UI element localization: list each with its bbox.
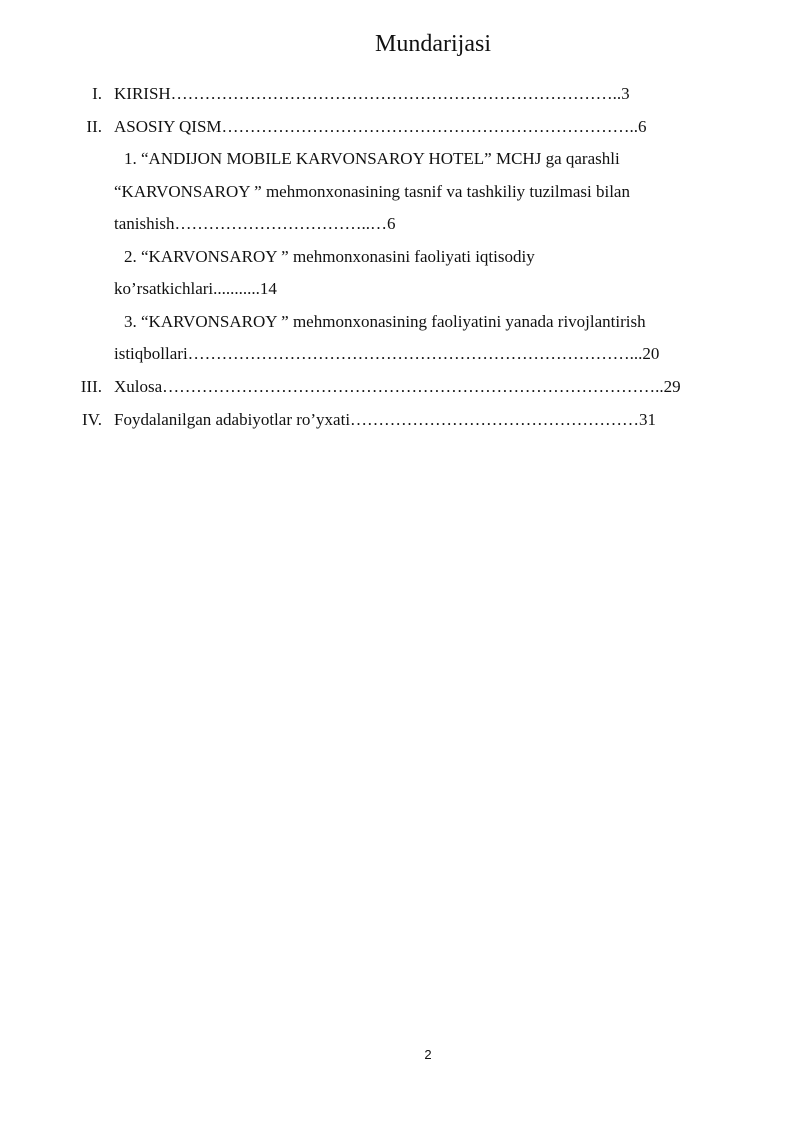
toc-subentry-3-line-1: 3. “KARVONSAROY ” mehmonxonasining faoliyatini yanada rivojlantirish: [124, 312, 646, 331]
toc-subentry-1-line-3: tanishish……………………………..…6: [114, 214, 396, 233]
toc-entry-xulosa: Xulosa……………………………………………………………………………..29: [114, 377, 681, 396]
toc-number-iii: III.: [80, 377, 102, 396]
toc-entry-asosiy-qism: ASOSIY QISM………………………………………………………………..6: [114, 117, 647, 136]
page-title: Mundarijasi: [375, 31, 491, 57]
toc-subentry-2-line-1: 2. “KARVONSAROY ” mehmonxonasini faoliyati iqtisodiy: [124, 247, 535, 266]
toc-number-ii: II.: [86, 117, 102, 136]
toc-subentry-3-line-2: istiqbollari……………………………………………………………………...20: [114, 344, 660, 363]
toc-number-i: I.: [92, 84, 102, 103]
toc-entry-kirish: KIRISH……………………………………………………………………..3: [114, 84, 630, 103]
toc-entry-adabiyotlar: Foydalanilgan adabiyotlar ro’yxati……………………………………………31: [114, 410, 657, 429]
toc-subentry-1-line-1: 1. “ANDIJON MOBILE KARVONSAROY HOTEL” MCHJ ga qarashli: [124, 149, 620, 168]
toc-subentry-1-line-2: “KARVONSAROY ” mehmonxonasining tasnif va tashkiliy tuzilmasi bilan: [114, 182, 630, 201]
page-number: 2: [424, 1047, 432, 1062]
toc-subentry-2-line-2: ko’rsatkichlari...........14: [114, 279, 277, 298]
toc-number-iv: IV.: [82, 410, 102, 429]
